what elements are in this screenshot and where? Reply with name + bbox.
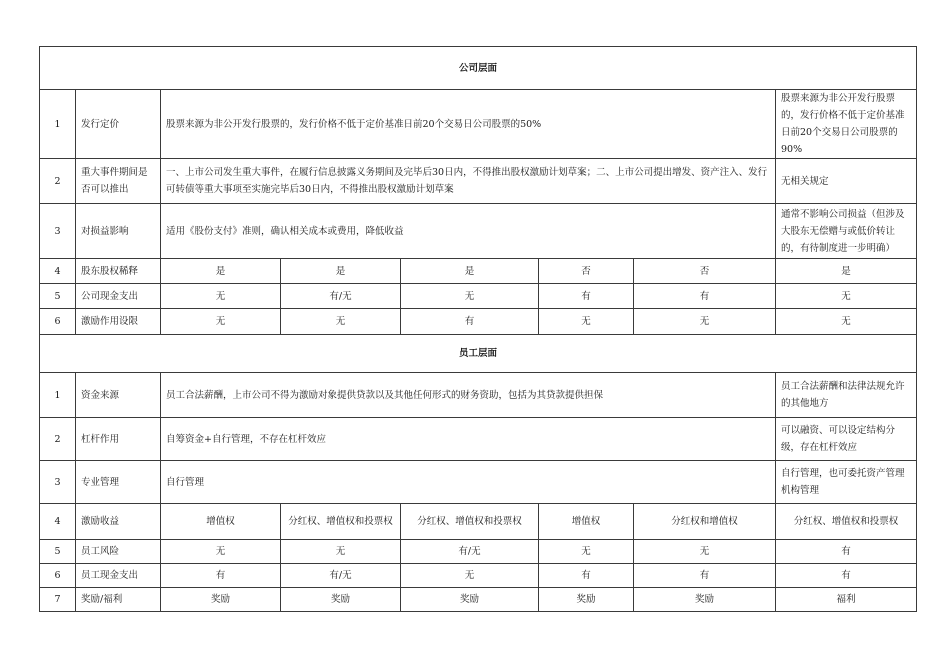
table-row: [40, 90, 917, 159]
merged-cell: 自行管理: [161, 461, 776, 504]
row-number: 4: [40, 259, 76, 284]
cell: 奖励: [281, 588, 401, 612]
row-number: 3: [40, 204, 76, 259]
cell: 有: [776, 564, 917, 588]
last-cell: 股票来源为非公开发行股票的，发行价格不低于定价基准日前20个交易日公司股票的90%: [776, 90, 917, 159]
table-row: [40, 373, 917, 418]
cell: 奖励: [401, 588, 539, 612]
merged-cell: 股票来源为非公开发行股票的，发行价格不低于定价基准日前20个交易日公司股票的50%: [161, 90, 776, 159]
row-item: 公司现金支出: [76, 284, 161, 309]
last-cell: 无相关规定: [776, 159, 917, 204]
cell: 无: [281, 309, 401, 335]
cell: 分红权、增值权和投票权: [776, 504, 917, 540]
table-row: [40, 204, 917, 259]
cell: 有: [539, 284, 634, 309]
cell: 是: [401, 259, 539, 284]
comparison-table: [39, 46, 917, 612]
cell: 奖励: [634, 588, 776, 612]
table-row: [40, 259, 917, 284]
table-row: [40, 309, 917, 335]
row-item: 员工现金支出: [76, 564, 161, 588]
row-item: 发行定价: [76, 90, 161, 159]
cell: 无: [281, 540, 401, 564]
cell: 有: [634, 284, 776, 309]
cell: 无: [401, 564, 539, 588]
row-item: 股东股权稀释: [76, 259, 161, 284]
cell: 有: [634, 564, 776, 588]
merged-cell: 自筹资金+自行管理，不存在杠杆效应: [161, 418, 776, 461]
cell: 增值权: [161, 504, 281, 540]
cell: 无: [401, 284, 539, 309]
merged-cell: 适用《股份支付》准则，确认相关成本或费用，降低收益: [161, 204, 776, 259]
cell: 是: [776, 259, 917, 284]
last-cell: 自行管理，也可委托资产管理机构管理: [776, 461, 917, 504]
cell: 无: [776, 284, 917, 309]
row-number: 5: [40, 284, 76, 309]
cell: 增值权: [539, 504, 634, 540]
row-number: 1: [40, 373, 76, 418]
table-row: [40, 461, 917, 504]
cell: 有/无: [401, 540, 539, 564]
last-cell: 员工合法薪酬和法律法规允许的其他地方: [776, 373, 917, 418]
table-row: [40, 284, 917, 309]
cell: 是: [161, 259, 281, 284]
row-number: 2: [40, 418, 76, 461]
cell: 无: [161, 309, 281, 335]
cell: 否: [539, 259, 634, 284]
row-number: 1: [40, 90, 76, 159]
cell: 福利: [776, 588, 917, 612]
row-item: 激励收益: [76, 504, 161, 540]
cell: 是: [281, 259, 401, 284]
merged-cell: 一、上市公司发生重大事件，在履行信息披露义务期间及完毕后30日内，不得推出股权激励计划草案；二、上市公司提出增发、资产注入、发行可转债等重大事项至实施完毕后30日内，不得推出股权激励计划草案: [161, 159, 776, 204]
cell: 奖励: [539, 588, 634, 612]
cell: 分红权、增值权和投票权: [281, 504, 401, 540]
table-row: [40, 504, 917, 540]
merged-cell: 员工合法薪酬，上市公司不得为激励对象提供贷款以及其他任何形式的财务资助，包括为其贷款提供担保: [161, 373, 776, 418]
cell: 有: [161, 564, 281, 588]
row-item: 资金来源: [76, 373, 161, 418]
section-title-employee: 员工层面: [40, 335, 917, 373]
cell: 有/无: [281, 284, 401, 309]
table-row: [40, 588, 917, 612]
section-title-company: 公司层面: [40, 47, 917, 90]
cell: 无: [539, 540, 634, 564]
row-item: 重大事件期间是否可以推出: [76, 159, 161, 204]
last-cell: 可以融资、可以设定结构分级，存在杠杆效应: [776, 418, 917, 461]
table-row: [40, 540, 917, 564]
row-item: 激励作用设限: [76, 309, 161, 335]
cell: 有/无: [281, 564, 401, 588]
cell: 分红权、增值权和投票权: [401, 504, 539, 540]
row-item: 对损益影响: [76, 204, 161, 259]
row-number: 6: [40, 309, 76, 335]
cell: 无: [776, 309, 917, 335]
cell: 奖励: [161, 588, 281, 612]
cell: 有: [539, 564, 634, 588]
row-item: 专业管理: [76, 461, 161, 504]
row-item: 杠杆作用: [76, 418, 161, 461]
cell: 否: [634, 259, 776, 284]
table-row: [40, 418, 917, 461]
cell: 有: [776, 540, 917, 564]
table-row: [40, 159, 917, 204]
row-number: 6: [40, 564, 76, 588]
table-row: [40, 564, 917, 588]
row-number: 5: [40, 540, 76, 564]
row-number: 3: [40, 461, 76, 504]
last-cell: 通常不影响公司损益（但涉及大股东无偿赠与或低价转让的，有待制度进一步明确）: [776, 204, 917, 259]
row-item: 员工风险: [76, 540, 161, 564]
cell: 无: [634, 309, 776, 335]
row-number: 7: [40, 588, 76, 612]
row-number: 2: [40, 159, 76, 204]
cell: 无: [161, 540, 281, 564]
row-number: 4: [40, 504, 76, 540]
cell: 分红权和增值权: [634, 504, 776, 540]
cell: 有: [401, 309, 539, 335]
cell: 无: [161, 284, 281, 309]
row-item: 奖励/福利: [76, 588, 161, 612]
cell: 无: [539, 309, 634, 335]
cell: 无: [634, 540, 776, 564]
